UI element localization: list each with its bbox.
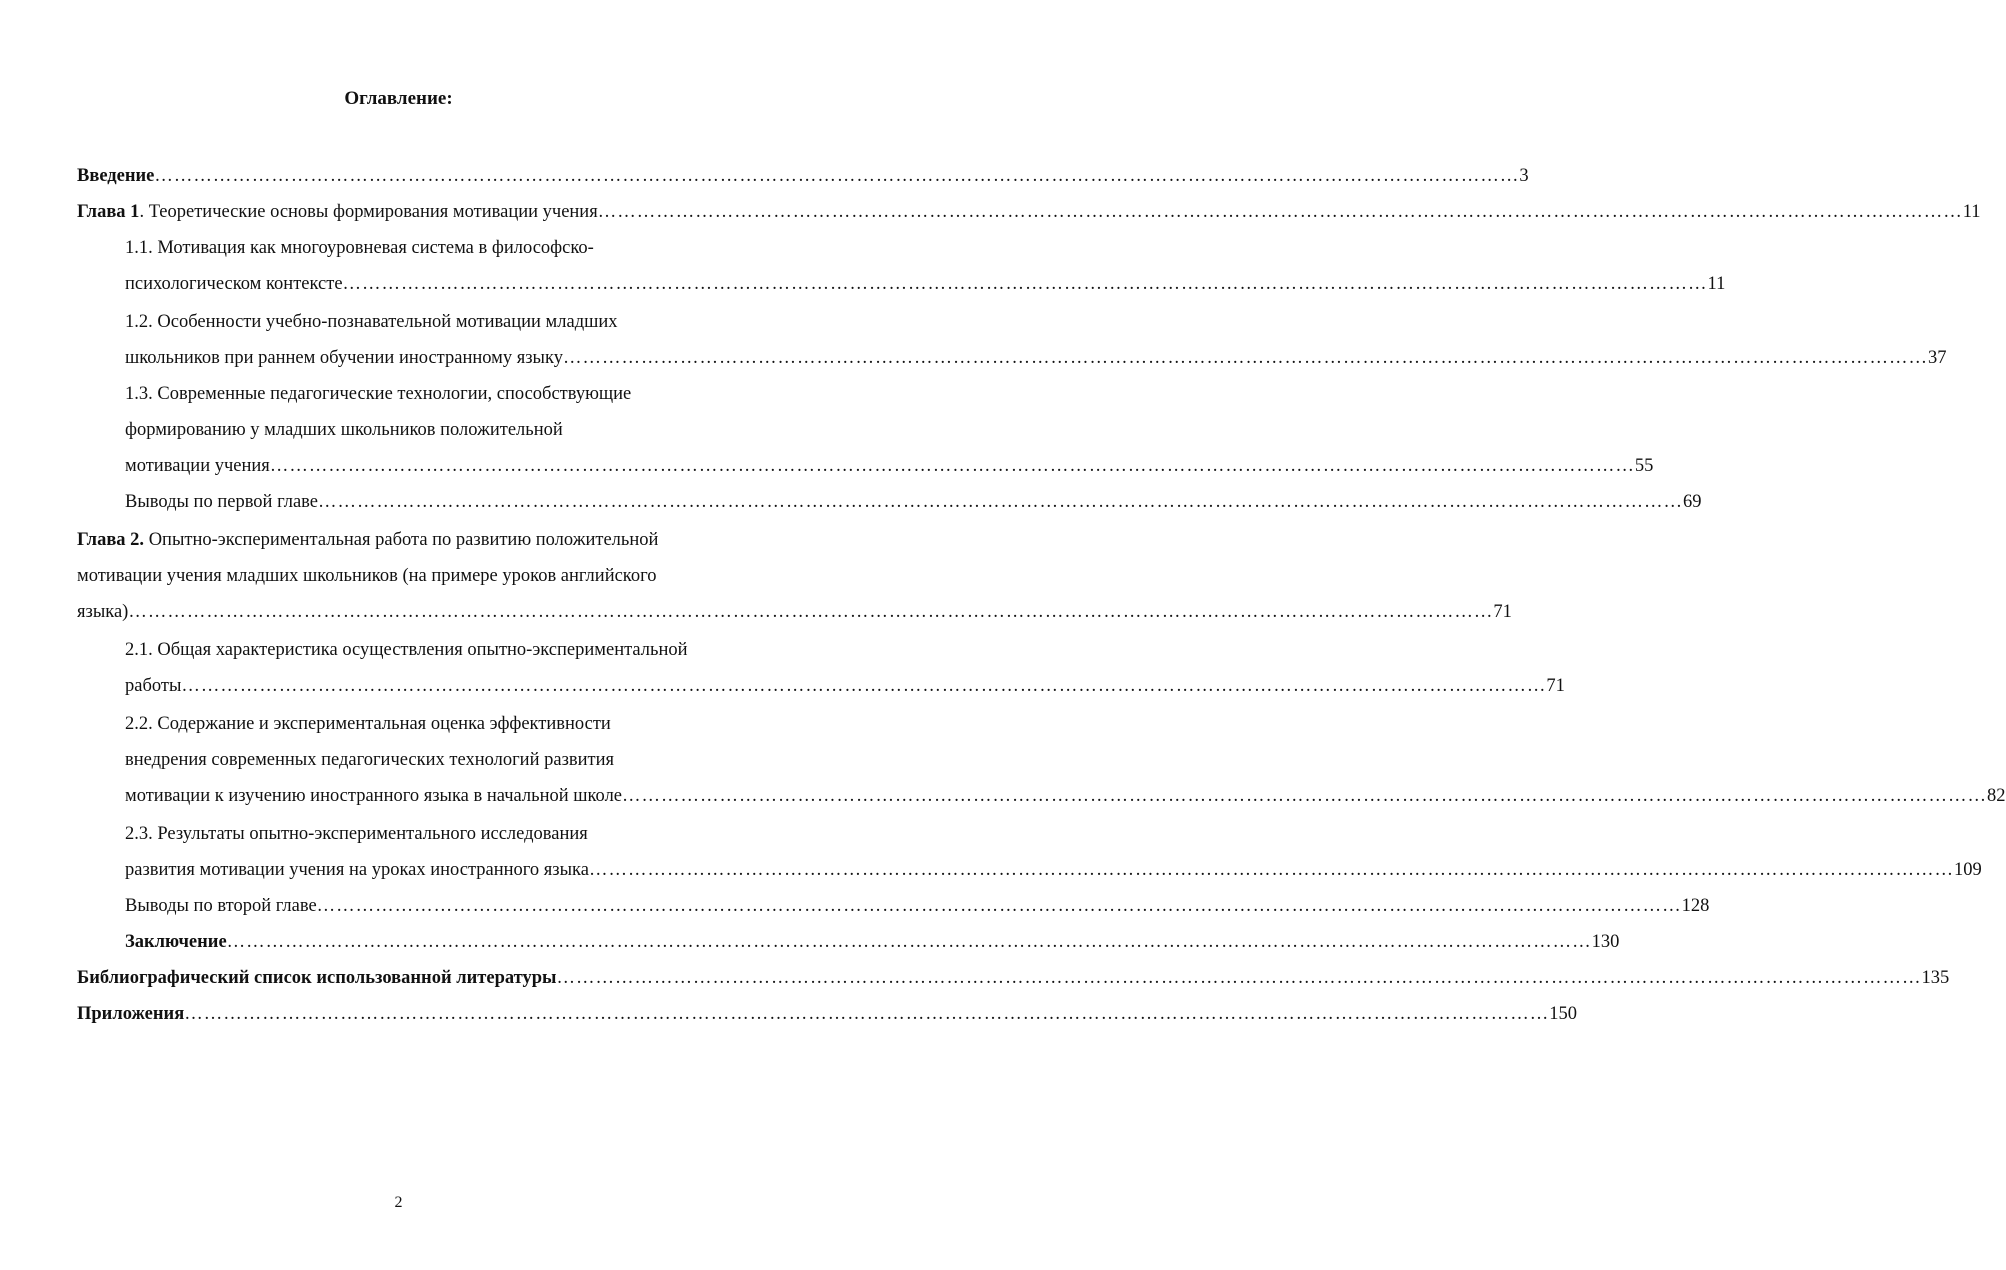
- leader-dots: …………………………………………………………………………………………………………………………………………………………………………………………: [562, 348, 1928, 368]
- toc-entry-2-3[interactable]: [125, 855, 1982, 885]
- page-title: Оглавление:: [344, 88, 453, 109]
- toc-entry-1-3[interactable]: [125, 451, 1654, 481]
- toc-entry-2-2-line1[interactable]: 2.2. Содержание и экспериментальная оценка эффективности: [125, 714, 611, 734]
- toc-entry-1-1-line1[interactable]: 1.1. Мотивация как многоуровневая система в философско-: [125, 238, 594, 258]
- entry-text: Выводы по второй главе: [125, 896, 317, 916]
- toc-entry-conclusions-2[interactable]: [125, 891, 1710, 921]
- toc-entry-chapter-2-line1[interactable]: [77, 525, 753, 555]
- toc-entry-1-2-line1[interactable]: 1.2. Особенности учебно-познавательной мотивации младших: [125, 312, 618, 332]
- toc-entry-1-2[interactable]: [125, 343, 1947, 373]
- page-ref: 11: [1962, 202, 1981, 222]
- toc-entry-2-1[interactable]: [125, 671, 1565, 701]
- leader-dots: …………………………………………………………………………………………………………………………………………………………………………………………: [342, 274, 1708, 294]
- toc-entry-chapter-2[interactable]: [77, 597, 1512, 627]
- entry-title: Библиографический список использованной литературы: [77, 968, 557, 988]
- page-ref: 128: [1681, 896, 1710, 916]
- leader-dots: …………………………………………………………………………………………………………………………………………………………………………………………: [622, 786, 1988, 806]
- toc-entry-chapter-2-line2[interactable]: мотивации учения младших школьников (на примере уроков английского: [77, 566, 657, 586]
- page-ref: 135: [1921, 968, 1950, 988]
- page-ref: 3: [1519, 166, 1529, 186]
- entry-text: развития мотивации учения на уроках иностранного языка: [125, 860, 589, 880]
- entry-text: психологическом контексте: [125, 274, 343, 294]
- entry-text: мотивации к изучению иностранного языка в начальной школе: [125, 786, 623, 806]
- entry-text: Опытно-экспериментальная работа по развитию положительной: [144, 530, 659, 550]
- toc-entry-chapter-1[interactable]: [77, 197, 1981, 227]
- toc-entry-1-3-line1[interactable]: 1.3. Современные педагогические технологии, способствующие: [125, 384, 632, 404]
- toc-entry-conclusion[interactable]: [125, 927, 1620, 957]
- entry-title: Глава 2.: [77, 530, 145, 550]
- page-ref: 71: [1493, 602, 1512, 622]
- leader-dots: …………………………………………………………………………………………………………………………………………………………………………………………: [597, 202, 1963, 222]
- page-ref: 109: [1953, 860, 1982, 880]
- leader-dots: …………………………………………………………………………………………………………………………………………………………………………………………: [128, 602, 1494, 622]
- page-ref: 11: [1707, 274, 1726, 294]
- page-ref: 37: [1927, 348, 1947, 368]
- leader-dots: …………………………………………………………………………………………………………………………………………………………………………………………: [588, 860, 1954, 880]
- leader-dots: …………………………………………………………………………………………………………………………………………………………………………………………: [269, 456, 1635, 476]
- page-ref: 69: [1683, 492, 1702, 512]
- leader-dots: …………………………………………………………………………………………………………………………………………………………………………………………: [154, 166, 1520, 186]
- page-number: 2: [394, 1194, 403, 1211]
- entry-text: работы: [125, 676, 182, 696]
- entry-text: мотивации учения: [125, 456, 270, 476]
- toc-entry-conclusions-1[interactable]: [125, 487, 1702, 517]
- leader-dots: …………………………………………………………………………………………………………………………………………………………………………………………: [184, 1004, 1550, 1024]
- leader-dots: …………………………………………………………………………………………………………………………………………………………………………………………: [226, 932, 1592, 952]
- page-ref: 55: [1634, 456, 1654, 476]
- entry-text: языка): [77, 602, 129, 622]
- leader-dots: …………………………………………………………………………………………………………………………………………………………………………………………: [318, 492, 1684, 512]
- toc-entry-introduction[interactable]: [77, 161, 1529, 191]
- entry-text: школьников при раннем обучении иностранному языку: [125, 348, 563, 368]
- entry-text: . Теоретические основы формирования мотивации учения: [139, 202, 598, 222]
- toc-entry-appendices[interactable]: [77, 999, 1577, 1029]
- page-ref: 130: [1591, 932, 1620, 952]
- toc-entry-1-3-line2[interactable]: формированию у младших школьников положительной: [125, 420, 563, 440]
- page-ref: 71: [1546, 676, 1565, 696]
- entry-title: Заключение: [125, 932, 227, 952]
- toc-entry-1-1[interactable]: [125, 269, 1726, 299]
- toc-entry-2-1-line1[interactable]: 2.1. Общая характеристика осуществления опытно-экспериментальной: [125, 640, 688, 660]
- entry-title: Приложения: [77, 1004, 185, 1024]
- leader-dots: …………………………………………………………………………………………………………………………………………………………………………………………: [181, 676, 1547, 696]
- entry-title: Глава 1: [77, 202, 140, 222]
- page-ref: 150: [1549, 1004, 1577, 1024]
- toc-entry-2-3-line1[interactable]: 2.3. Результаты опытно-экспериментального исследования: [125, 824, 588, 844]
- toc-entry-2-2-line2[interactable]: внедрения современных педагогических технологий развития: [125, 750, 615, 770]
- entry-title: Введение: [77, 166, 155, 186]
- toc-entry-2-2[interactable]: [125, 781, 2006, 811]
- toc-entry-bibliography[interactable]: [77, 963, 1950, 993]
- leader-dots: …………………………………………………………………………………………………………………………………………………………………………………………: [556, 968, 1922, 988]
- entry-text: Выводы по первой главе: [125, 492, 319, 512]
- page-ref: 82: [1987, 786, 2006, 806]
- leader-dots: …………………………………………………………………………………………………………………………………………………………………………………………: [316, 896, 1682, 916]
